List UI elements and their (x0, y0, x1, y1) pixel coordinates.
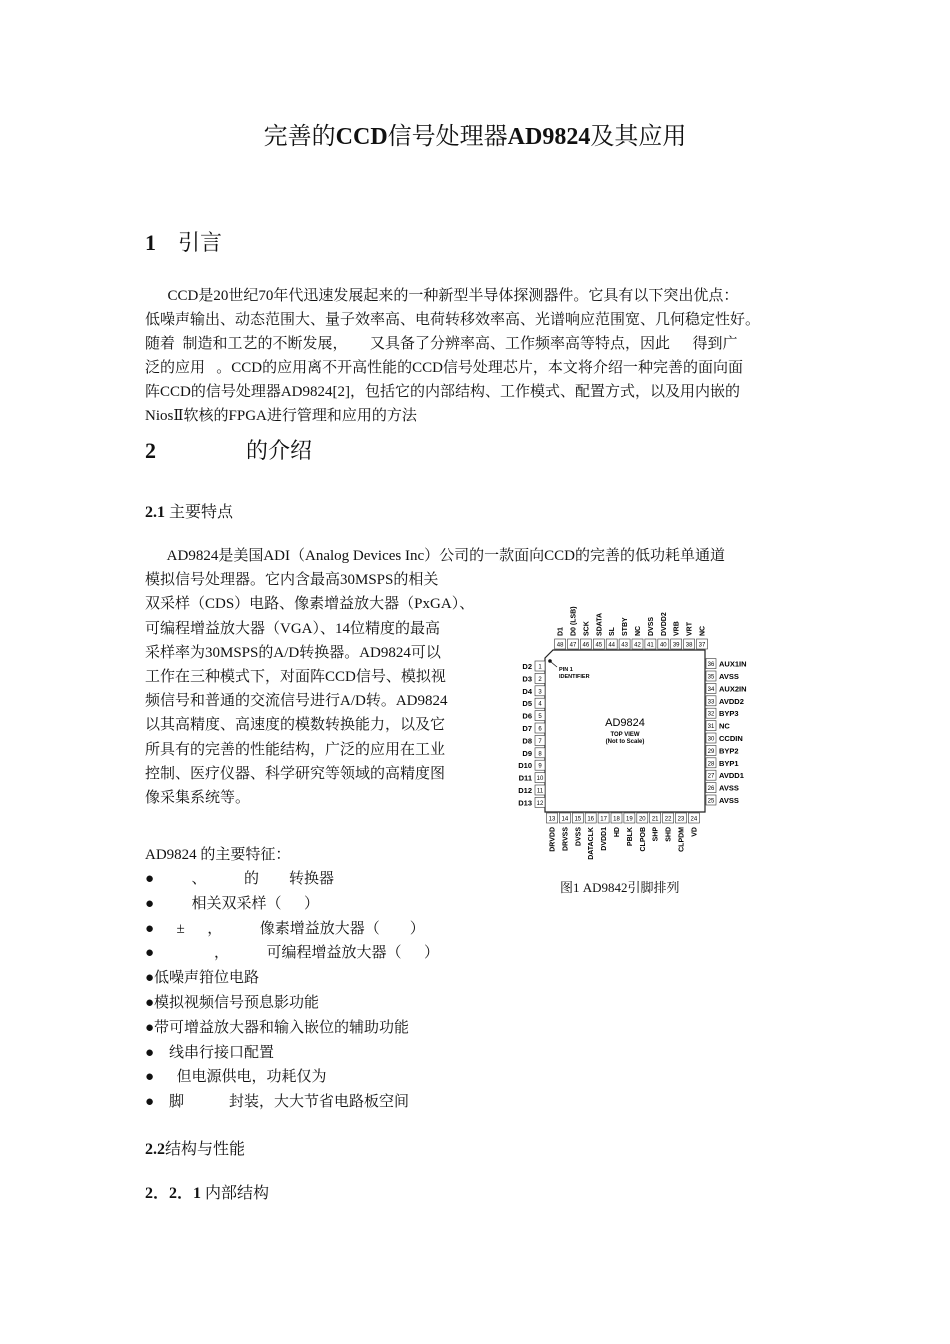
chip-scale: (Not to Scale) (605, 739, 645, 745)
section-label: 结构与性能 (165, 1141, 246, 1158)
section-label: 的介绍 (246, 438, 313, 463)
section-number: 2.1 (145, 504, 165, 521)
pin-label: SHD (665, 827, 673, 842)
section-number: 2.2 (145, 1141, 165, 1158)
pin-label: CLPOB (639, 827, 647, 852)
pin-label: NC (635, 625, 642, 636)
paragraph-line: 可编程增益放大器（VGA）、14位精度的最高 (145, 620, 440, 637)
pin-label: PBLK (626, 827, 634, 847)
pin-label: SCK (583, 621, 591, 636)
pin-number: 13 (548, 816, 556, 823)
pin-number: 33 (707, 699, 715, 706)
pin-number: 42 (634, 642, 641, 649)
pin-label: D3 (522, 674, 532, 684)
pin-label: SHP (652, 827, 660, 842)
pin-label: CCDIN (719, 734, 743, 743)
pin-label: AUX2IN (719, 684, 747, 694)
pin-label: BYP3 (719, 709, 739, 719)
pin-label: NC (699, 625, 707, 636)
section-number: 2．2．1 (145, 1185, 202, 1202)
pin1-label: IDENTIFIER (559, 674, 590, 680)
title-text: 信号处理器 (387, 124, 508, 150)
title-text: CCD (335, 124, 388, 150)
pin-number: 32 (707, 711, 715, 718)
feature-item: ●带可增益放大器和输入嵌位的辅助功能 (145, 1019, 410, 1036)
pin-label: D5 (522, 699, 532, 709)
feature-item: ● ± ， 像素增益放大器（ ） (145, 920, 425, 937)
pin-number: 41 (647, 642, 654, 649)
pin-number: 48 (556, 642, 564, 649)
paragraph-line: 低噪声输出、动态范围大、量子效率高、电荷转移效率高、光谱响应范围宽、几何稳定性好。 (145, 312, 761, 328)
feature-item: ● 线串行接口配置 (145, 1044, 275, 1061)
pin-number: 3 (538, 689, 542, 696)
pin-label: D0 (LSB) (570, 606, 578, 636)
section-heading-2-2 (145, 1136, 245, 1159)
pin-label: D6 (522, 711, 532, 721)
pin-number: 47 (569, 642, 577, 649)
pin-number: 30 (707, 736, 715, 743)
feature-item: ●模拟视频信号预息影功能 (145, 995, 320, 1011)
pin-number: 40 (659, 642, 667, 649)
title-text: 完善的 (263, 124, 336, 150)
pin-number: 45 (595, 642, 603, 649)
features-title: AD9824 的主要特征： (145, 847, 291, 863)
pin-number: 25 (707, 798, 715, 805)
pin-number: 11 (536, 788, 544, 795)
pin-label: BYP2 (719, 746, 739, 756)
pin-number: 6 (538, 726, 542, 733)
pin-label: CLPDM (678, 827, 686, 852)
pin-label: AVSS (719, 783, 739, 793)
paragraph-line: AD9824是美国ADI（Analog Devices Inc）公司的一款面向CCD的完善的低功耗单通道 (145, 548, 725, 564)
pin-number: 2 (538, 676, 542, 683)
pin-label: HD (614, 827, 621, 838)
pin-number: 17 (600, 816, 607, 823)
pin-number: 35 (707, 674, 715, 681)
pin-label: AVDD1 (719, 771, 744, 781)
pin-number: 38 (685, 642, 693, 649)
paragraph-line: CCD是20世纪70年代迅速发展起来的一种新型半导体探测器件。它具有以下突出优点： (145, 288, 739, 304)
pin-label: DRVDD (549, 827, 557, 852)
pin-label: DVDD2 (660, 612, 668, 636)
pin-number: 21 (651, 816, 659, 823)
pin-number: 26 (707, 786, 715, 793)
pin-number: 34 (707, 686, 715, 693)
pin-label: AVDD2 (719, 696, 744, 706)
feature-item: ● 相关双采样（ ） (145, 895, 320, 912)
paragraph-line: 控制、医疗仪器、科学研究等领域的高精度图 (145, 765, 446, 782)
pin-number: 8 (538, 751, 542, 758)
section-heading-2-1 (145, 499, 233, 522)
feature-item: ● 但电源供电，功耗仅为 (145, 1069, 327, 1086)
pin-number: 29 (707, 748, 715, 755)
feature-item: ●低噪声箝位电路 (145, 970, 260, 987)
section-number: 1 (145, 230, 156, 255)
pin-label: D4 (522, 686, 532, 696)
figure-caption: 图1 AD9842引脚排列 (560, 880, 680, 895)
paragraph-line: 以其高精度、高速度的模数转换能力，以及它 (145, 717, 446, 734)
pin-label: DVSS (647, 616, 655, 636)
section-number: 2 (145, 438, 156, 463)
pin-number: 23 (677, 816, 685, 823)
pin1-label: PIN 1 (559, 667, 573, 673)
pin-label: AVSS (719, 672, 739, 681)
pin-label: D13 (518, 798, 532, 808)
pin-label: D8 (522, 736, 532, 746)
pin-label: VRB (673, 621, 681, 636)
paragraph-line: 阵CCD的信号处理器AD9824[2]，包括它的内部结构、工作模式、配置方式，以及用内嵌的 (145, 384, 741, 400)
pin-number: 18 (613, 816, 620, 823)
section-heading-2 (145, 434, 312, 465)
section-heading-1 (145, 226, 222, 257)
pin-number: 27 (707, 773, 715, 780)
pin-number: 28 (707, 761, 715, 768)
paragraph-line: 泛的应用 。CCD的应用离不开高性能的CCD信号处理芯片，本文将介绍一种完善的面向面 (145, 360, 743, 376)
pin-number: 36 (707, 662, 715, 669)
pin-number: 1 (538, 664, 542, 671)
pin-label: D11 (518, 773, 532, 783)
pin-number: 4 (538, 701, 542, 708)
title-text: 及其应用 (590, 124, 687, 150)
pin-label: D2 (522, 662, 532, 671)
paragraph-line: 采样率为30MSPS的A/D转换器。AD9824可以 (145, 644, 441, 661)
pin-number: 15 (574, 816, 582, 823)
pin-label: DRVSS (562, 827, 570, 851)
pin-number: 5 (538, 714, 542, 721)
section-label: 引言 (178, 230, 223, 255)
pin-number: 31 (707, 724, 715, 731)
pin-number: 12 (536, 800, 544, 807)
pin-number: 44 (608, 642, 616, 649)
feature-item: ● ， 可编程增益放大器（ ） (145, 945, 440, 962)
paragraph-line: 双采样（CDS）电路、像素增益放大器（PxGA）、 (145, 596, 475, 613)
pin-label: D12 (518, 786, 532, 795)
pin-number: 16 (587, 816, 595, 823)
section-heading-2-2-1 (145, 1180, 269, 1203)
pin-label: DVDD1 (601, 827, 609, 851)
pin-number: 7 (538, 738, 542, 745)
pin-number: 43 (621, 642, 628, 649)
chip-name: AD9824 (605, 717, 645, 729)
pin-number: 19 (626, 816, 633, 823)
pin-label: VRT (686, 622, 694, 636)
pin-number: 46 (582, 642, 590, 649)
pin-number: 14 (561, 816, 569, 823)
pin-label: D7 (522, 724, 532, 733)
pin-label: SL (609, 627, 617, 636)
pin-number: 39 (672, 642, 680, 649)
pin-label: STBY (622, 617, 630, 636)
pin-label: AUX1IN (719, 659, 747, 669)
paragraph-line: 工作在三种模式下，对面阵CCD信号、模拟视 (145, 669, 446, 685)
pin-number: 20 (638, 816, 646, 823)
pin-label: BYP1 (719, 758, 739, 768)
pin-number: 22 (664, 816, 672, 823)
paragraph-line: 模拟信号处理器。它内含最高30MSPS的相关 (145, 572, 439, 589)
pinout-diagram (505, 595, 765, 885)
paragraph-line: 像采集系统等。 (145, 790, 251, 806)
pin-number: 9 (538, 763, 542, 770)
pin-label: D9 (522, 748, 532, 758)
pin-label: NC (719, 721, 730, 731)
section-label: 内部结构 (205, 1185, 270, 1202)
feature-item: ● 、 的 转换器 (145, 871, 335, 887)
pin-label: AVSS (719, 796, 739, 805)
title-text: AD9824 (507, 124, 591, 150)
pin-number: 24 (690, 816, 698, 823)
pin-label: D1 (557, 627, 565, 636)
pin-number: 37 (698, 642, 706, 649)
pin-number: 10 (536, 776, 544, 783)
pin-label: VD (691, 827, 699, 837)
pin-label: DATACLK (588, 827, 596, 860)
paragraph-line: NiosⅡ软核的FPGA进行管理和应用的方法 (145, 408, 417, 424)
chip-view: TOP VIEW (610, 732, 640, 738)
paragraph-line: 所具有的完善的性能结构，广泛的应用在工业 (145, 741, 446, 758)
feature-item: ● 脚 封装，大大节省电路板空间 (145, 1094, 410, 1111)
pin-label: D10 (518, 761, 532, 771)
paragraph-line: 频信号和普通的交流信号进行A/D转。AD9824 (145, 693, 448, 710)
paragraph-line: 随着 制造和工艺的不断发展， 又具备了分辨率高、工作频率高等特点，因此 得到广 (145, 336, 738, 352)
document-title (0, 116, 950, 151)
pin-label: DVSS (575, 827, 583, 847)
section-label: 主要特点 (169, 504, 234, 521)
pin-label: SDATA (596, 612, 604, 636)
